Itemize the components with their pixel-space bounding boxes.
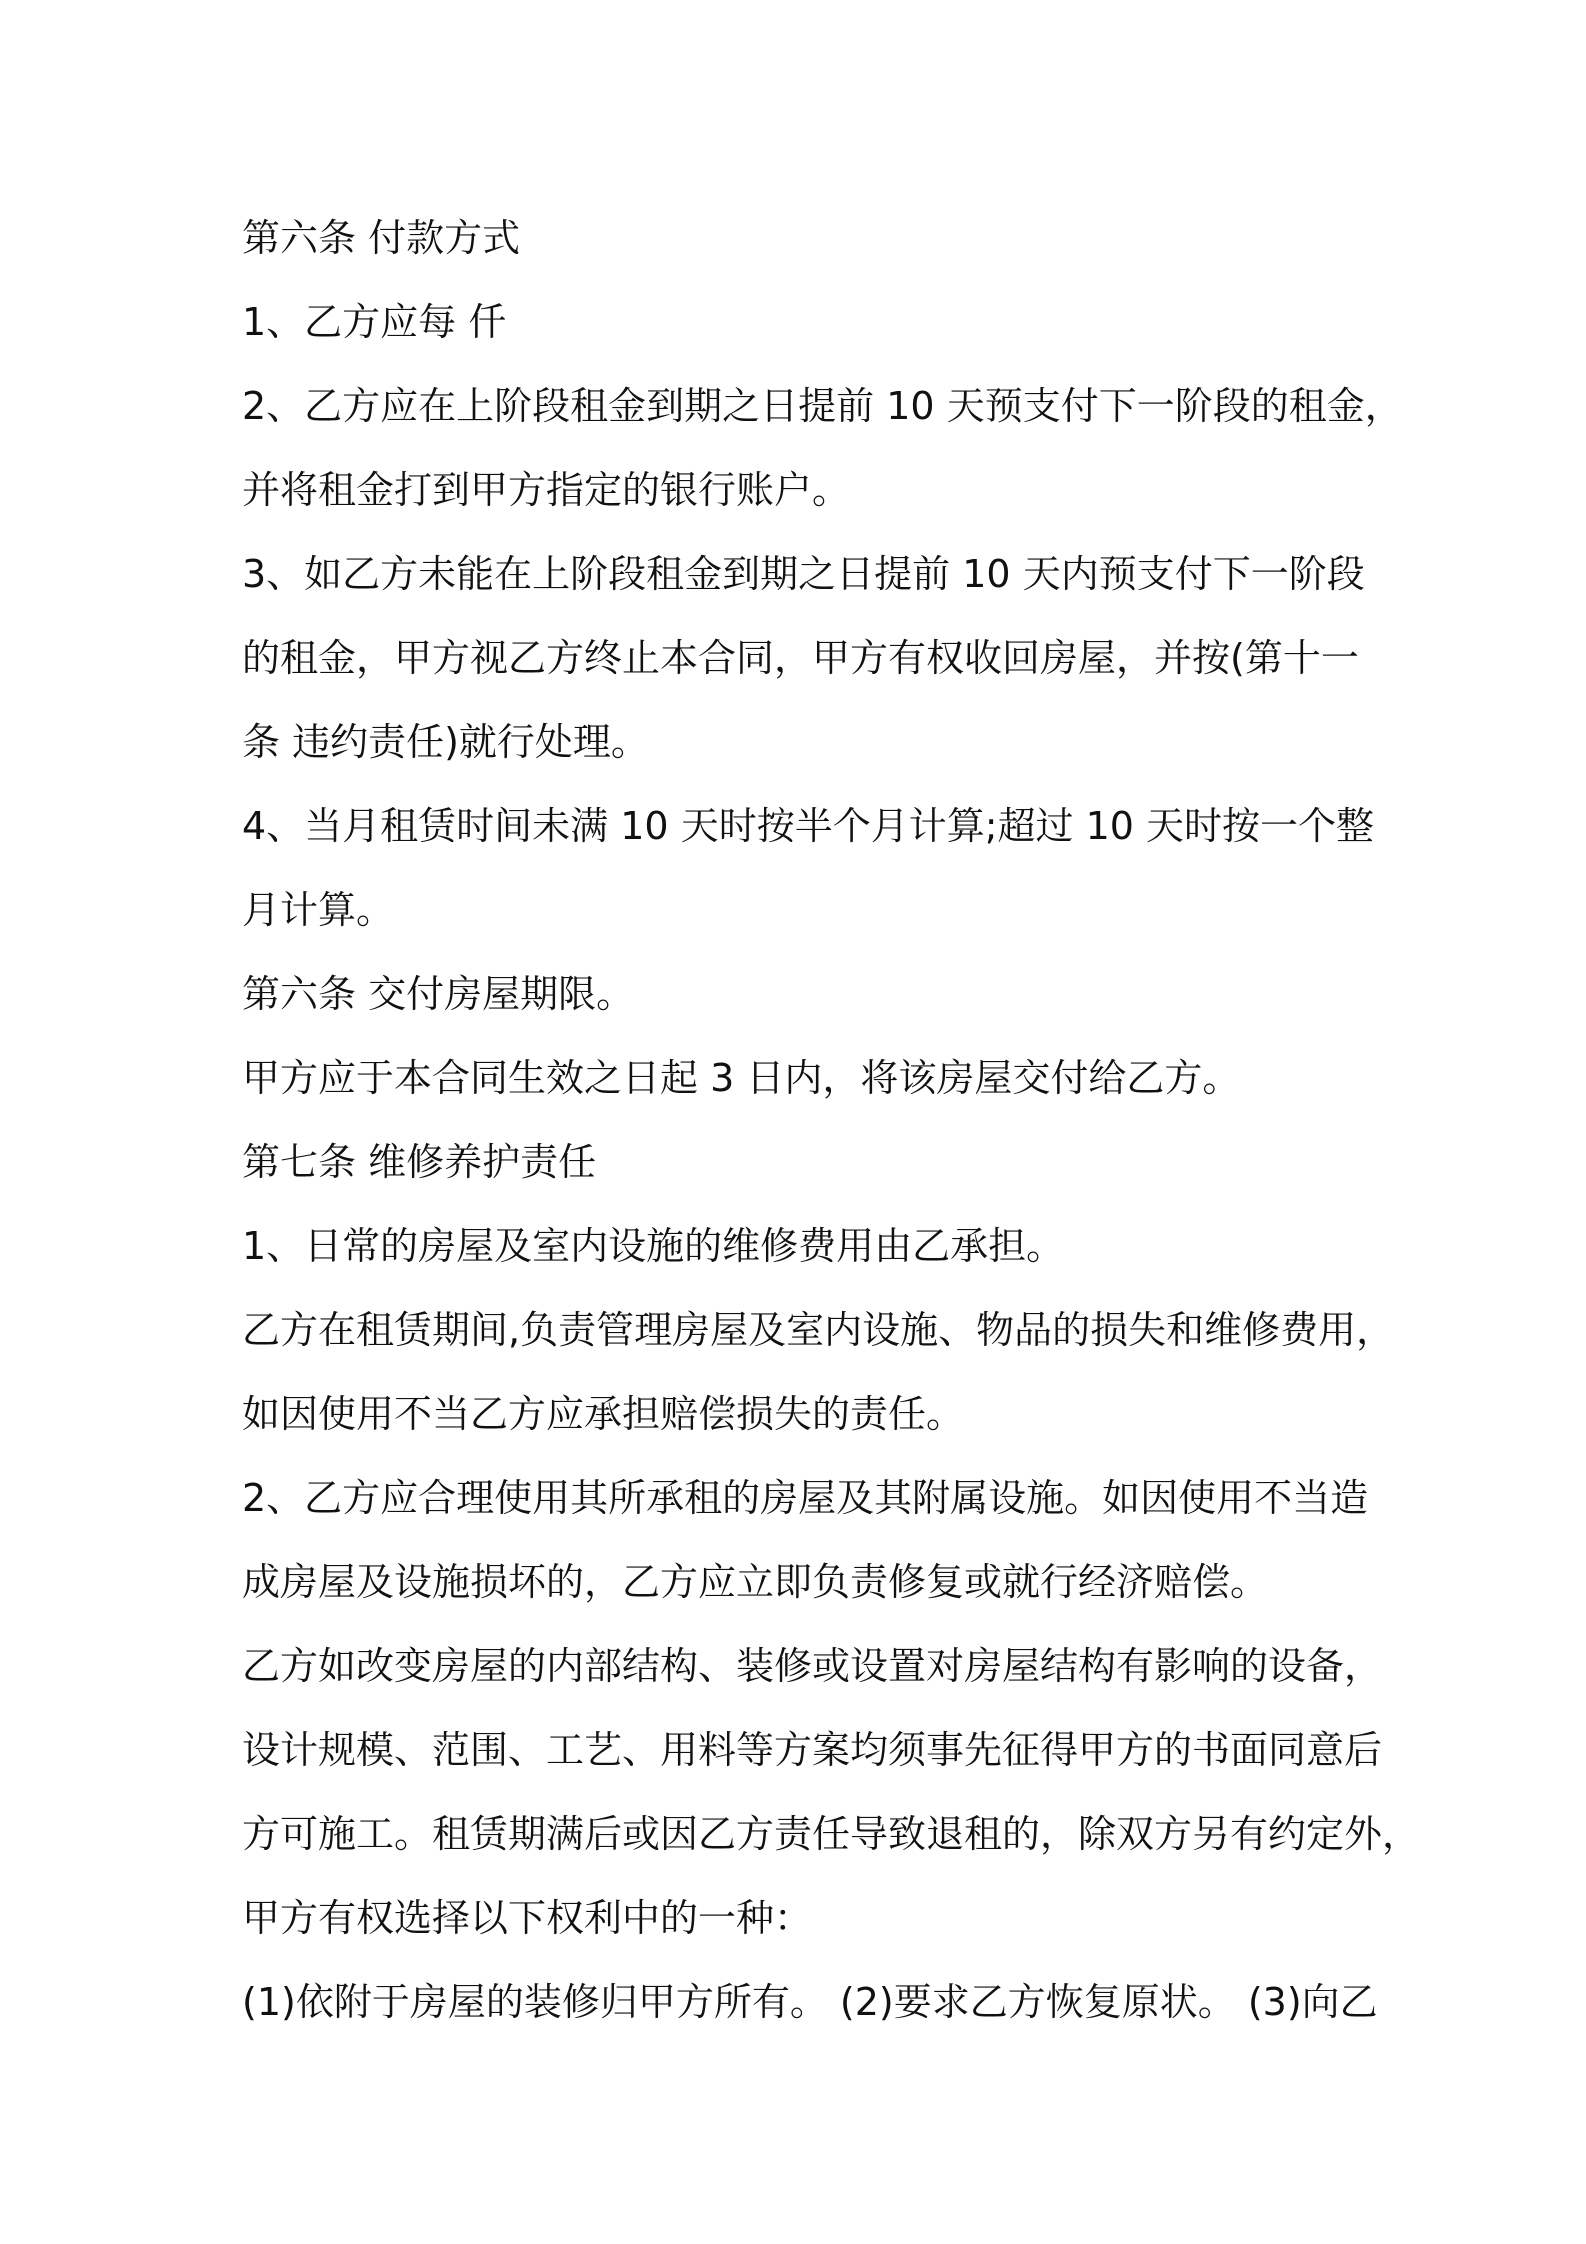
paragraph-line: 成房屋及设施损坏的，乙方应立即负责修复或就行经济赔偿。	[242, 1560, 1269, 1604]
paragraph-line: 1、乙方应每 仟	[242, 300, 507, 344]
heading-article-6-payment: 第六条 付款方式	[242, 216, 521, 260]
paragraph-line: 4、当月租赁时间未满 10 天时按半个月计算;超过 10 天时按一个整	[242, 804, 1375, 848]
document-body	[242, 196, 1421, 2044]
paragraph-line: 如因使用不当乙方应承担赔偿损失的责任。	[242, 1392, 965, 1436]
paragraph-line: 条 违约责任)就行处理。	[242, 720, 649, 764]
paragraph-line: 的租金，甲方视乙方终止本合同，甲方有权收回房屋，并按(第十一	[242, 636, 1359, 680]
paragraph-line: 方可施工。租赁期满后或因乙方责任导致退租的，除双方另有约定外，	[242, 1812, 1421, 1856]
paragraph-line: 2、乙方应合理使用其所承租的房屋及其附属设施。如因使用不当造	[242, 1476, 1369, 1520]
paragraph-line: 甲方应于本合同生效之日起 3 日内，将该房屋交付给乙方。	[242, 1056, 1241, 1100]
heading-article-6-delivery: 第六条 交付房屋期限。	[242, 972, 635, 1016]
paragraph-line: 2、乙方应在上阶段租金到期之日提前 10 天预支付下一阶段的租金，	[242, 384, 1403, 428]
paragraph-line: 乙方如改变房屋的内部结构、装修或设置对房屋结构有影响的设备，	[242, 1644, 1383, 1688]
paragraph-line: 设计规模、范围、工艺、用料等方案均须事先征得甲方的书面同意后	[242, 1728, 1383, 1772]
paragraph-line: (1)依附于房屋的装修归甲方所有。 (2)要求乙方恢复原状。 (3)向乙	[242, 1980, 1378, 2024]
paragraph-line: 月计算。	[242, 888, 395, 932]
paragraph-line: 甲方有权选择以下权利中的一种：	[242, 1896, 813, 1940]
paragraph-line: 1、日常的房屋及室内设施的维修费用由乙承担。	[242, 1224, 1065, 1268]
heading-article-7-maintenance: 第七条 维修养护责任	[242, 1140, 597, 1184]
paragraph-line: 3、如乙方未能在上阶段租金到期之日提前 10 天内预支付下一阶段	[242, 552, 1365, 596]
paragraph-line: 乙方在租赁期间,负责管理房屋及室内设施、物品的损失和维修费用，	[242, 1308, 1395, 1352]
paragraph-line: 并将租金打到甲方指定的银行账户。	[242, 468, 851, 512]
